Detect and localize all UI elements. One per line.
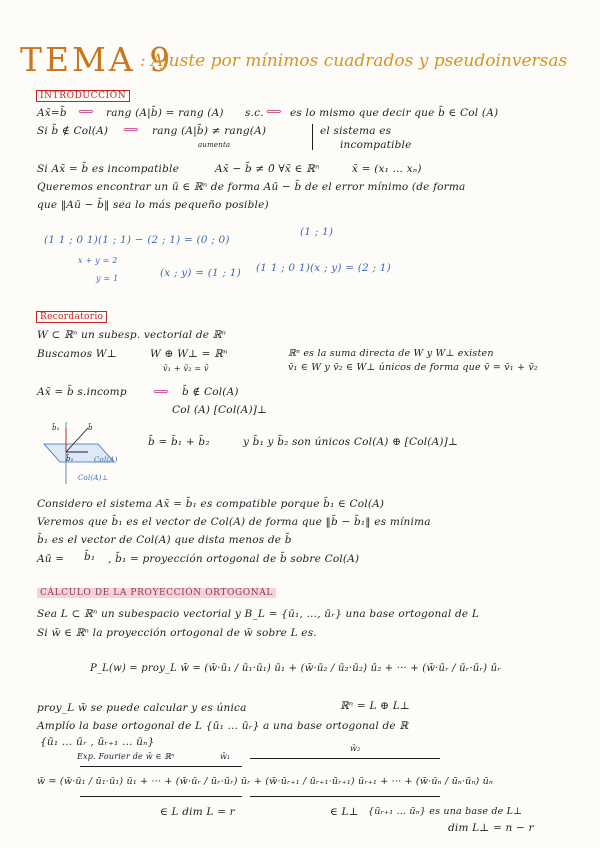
section-recordatorio-heading: Recordatorio: [36, 311, 107, 323]
equivalence-arrow-icon: ⟺: [123, 123, 139, 136]
intro-line1-c: s.c.: [245, 107, 264, 119]
underbrace-lperp: [250, 796, 440, 797]
intro-line1-b: rang (A|b̄) = rang (A): [106, 107, 224, 119]
reminder-line4-a: b̄ = b̄₁ + b̄₂: [148, 436, 210, 448]
title-subtitle: : Ajuste por mínimos cuadrados y pseudoinversas: [140, 51, 568, 71]
equivalence-arrow-icon: ⟺: [78, 105, 94, 118]
projection-basis-lperp: {ūᵣ₊₁ … ūₙ} es una base de L⊥: [368, 806, 523, 817]
reminder-line2-a: Buscamos W⊥: [37, 348, 117, 360]
projection-line4-a: proy_L w̄ se puede calcular y es única: [37, 702, 247, 714]
reminder-line2-e: v̄₁ ∈ W y v̄₂ ∈ W⊥ únicos de forma que v̄ = v̄₁ + v̄₂: [288, 362, 538, 373]
projection-line4-b: ℝⁿ = L ⊕ L⊥: [340, 700, 410, 712]
fourier-expansion: w̄ = (w̄·ū₁ / ū₁·ū₁) ū₁ + ··· + (w̄·ūᵣ / ūᵣ·ūᵣ) ūᵣ + (w̄·ūᵣ₊₁ / ūᵣ₊₁·ūᵣ₊₁) ūᵣ₊₁ + ··· + (w̄·ūₙ / ūₙ·ūₙ) ūₙ: [37, 776, 494, 787]
reminder-line3-c: Col (A) [Col(A)]⊥: [172, 404, 268, 416]
intro-line3-a: Si Ax̄ = b̄ es incompatible: [37, 163, 179, 175]
intro-line3-b: Ax̄ − b̄ ≠ 0̄ ∀x̄ ∈ ℝⁿ: [215, 163, 320, 175]
equivalence-arrow-icon: ⟺: [153, 385, 169, 398]
divider-bar: [312, 124, 313, 150]
reminder-line8-c: , b̄₁ = proyección ortogonal de b̄ sobre Col(A): [108, 553, 360, 565]
reminder-line4-b: y b̄₁ y b̄₂ son únicos Col(A) ⊕ [Col(A)]⊥: [243, 436, 459, 448]
example-matrix-product: (1 1 ; 0 1)(1 ; 1) − (2 ; 1) = (0 ; 0): [44, 234, 230, 246]
reminder-line3-a: Ax̄ = b̄ s.incomp: [37, 386, 127, 398]
section-introduccion-heading: INTRODUCCIÓN: [36, 90, 130, 102]
intro-line2-e: incompatible: [340, 139, 412, 151]
underbrace-l: [80, 796, 242, 797]
intro-line2-c: el sistema es: [320, 125, 392, 137]
projection-in-l: ∈ L dim L = r: [160, 806, 235, 818]
reminder-line2-c: v̄₁ + v̄₂ = v̄: [163, 364, 209, 373]
reminder-line8-b: b̄₁: [84, 551, 96, 563]
fig-label-b1: b̄₁: [66, 455, 74, 463]
projection-w2-label: w̄₂: [350, 744, 361, 753]
example-equation-1: x + y = 2: [78, 256, 118, 265]
projection-fourier-label: Exp. Fourier de w̄ ∈ ℝⁿ: [77, 752, 175, 761]
reminder-line5: Considero el sistema Ax̄ = b̄₁ es compatible porque b̄₁ ∈ Col(A): [37, 498, 385, 510]
fig-label-b: b̄: [88, 424, 93, 432]
intro-aumenta-note: aumenta: [198, 141, 231, 149]
intro-line1-a: Ax̄=b̄: [37, 107, 67, 119]
reminder-line1: W ⊂ ℝⁿ un subesp. vectorial de ℝⁿ: [37, 329, 227, 341]
projection-line1: Sea L ⊂ ℝⁿ un subespacio vectorial y B_L = {ū₁, …, ūᵣ} una base ortogonal de L: [37, 608, 480, 620]
projection-line6: {ū₁ … ūᵣ , ūᵣ₊₁ … ūₙ}: [40, 736, 155, 748]
projection-line5: Amplío la base ortogonal de L {ū₁ … ūᵣ} a una base ortogonal de ℝ: [37, 720, 409, 732]
intro-line3-c: x̄ = (x₁ … xₙ): [352, 163, 422, 175]
example-equation-2: y = 1: [96, 274, 119, 283]
intro-line1-d: es lo mismo que decir que b̄ ∈ Col (A): [290, 107, 499, 119]
example-system: (1 1 ; 0 1)(x ; y) = (2 ; 1): [256, 262, 391, 274]
brace-w2: [250, 758, 440, 759]
reminder-line6: Veremos que b̄₁ es el vector de Col(A) de forma que ‖b̄ − b̄₁‖ es mínima: [37, 516, 431, 528]
fig-label-b2: b̄₂: [52, 424, 60, 432]
brace-w1: [80, 766, 242, 767]
fig-label-col-perp: Col(A)⊥: [78, 474, 109, 482]
projection-in-lperp: ∈ L⊥: [330, 806, 359, 818]
reminder-line2-d: ℝⁿ es la suma directa de W y W⊥ existen: [288, 348, 494, 359]
intro-line4: Queremos encontrar un ū ∈ ℝⁿ de forma Aū − b̄ de el error mínimo (de forma: [37, 181, 466, 193]
example-xy-solution: (x ; y) = (1 ; 1): [160, 267, 241, 279]
projection-dim-lperp: dim L⊥ = n − r: [448, 822, 534, 834]
projection-w1-label: w̄₁: [220, 752, 231, 761]
reminder-line3-b: b̄ ∉ Col(A): [182, 386, 239, 398]
fig-label-col: Col(A): [94, 456, 118, 464]
title-tema: TEMA 9: [20, 40, 174, 79]
reminder-line2-b: W ⊕ W⊥ = ℝⁿ: [150, 348, 228, 360]
intro-line2-b: rang (A|b̄) ≠ rang(A): [152, 125, 267, 137]
intro-line5: que ‖Aū − b̄‖ sea lo más pequeño posible): [37, 199, 269, 211]
projection-formula: P_L(w) = proy_L w̄ = (w̄·ū₁ / ū₁·ū₁) ū₁ + (w̄·ū₂ / ū₂·ū₂) ū₂ + ··· + (w̄·ūᵣ / ūᵣ·ūᵣ) ūᵣ: [90, 663, 501, 674]
equivalence-arrow-icon: ⟺: [266, 105, 282, 118]
reminder-line8-a: Aū =: [37, 553, 65, 565]
intro-line2-a: Si b̄ ∉ Col(A): [37, 125, 109, 137]
projection-line2: Si w̄ ∈ ℝⁿ la proyección ortogonal de w̄ sobre L es.: [37, 627, 317, 639]
section-proyeccion-heading: CÁLCULO DE LA PROYECCIÓN ORTOGONAL: [37, 588, 276, 598]
reminder-line7: b̄₁ es el vector de Col(A) que dista menos de b̄: [37, 534, 292, 546]
example-solution-vector: (1 ; 1): [300, 226, 334, 238]
